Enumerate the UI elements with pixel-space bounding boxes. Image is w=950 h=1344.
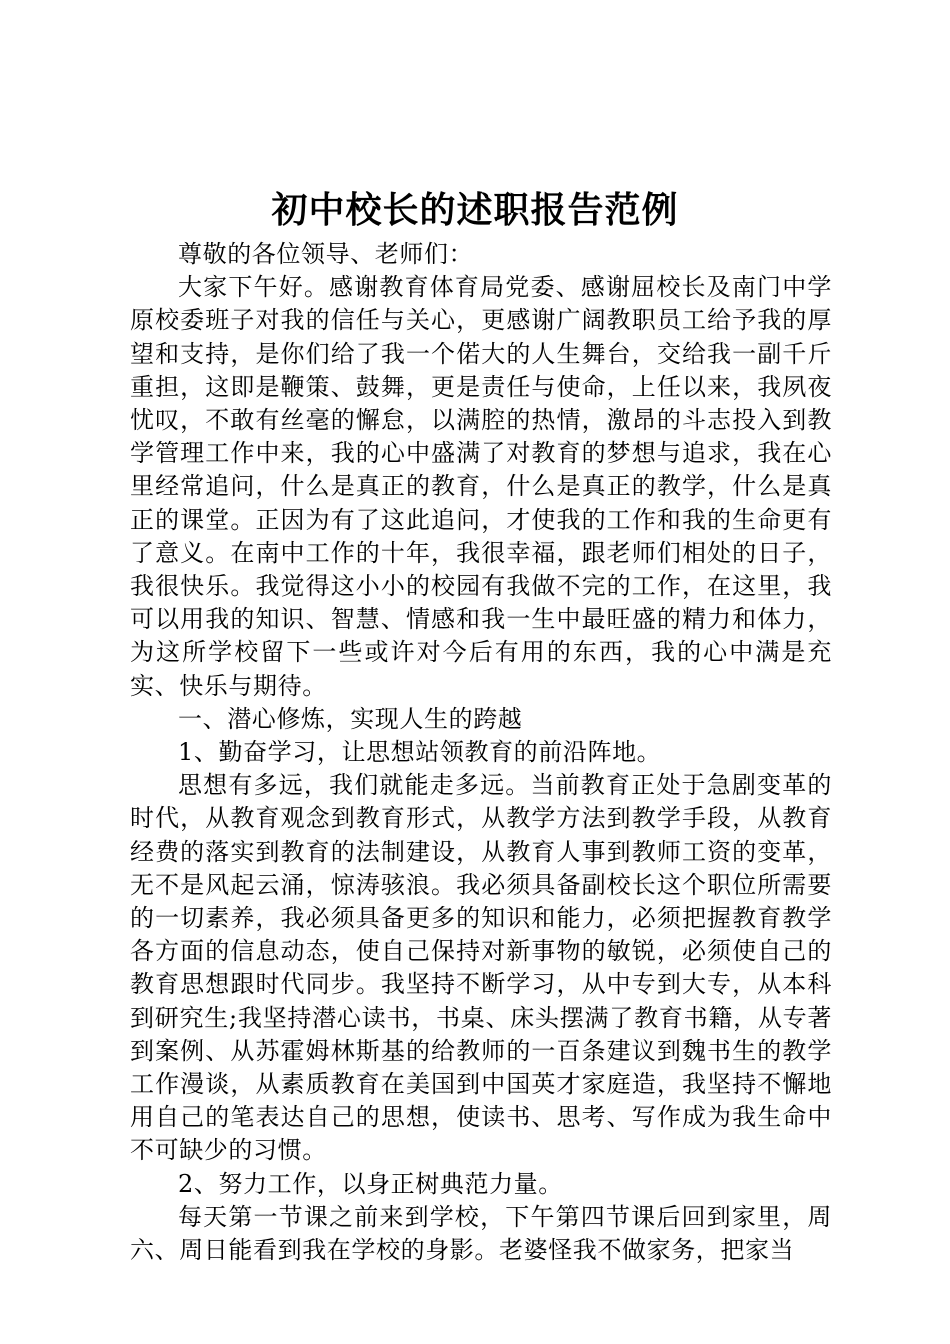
intro-paragraph: 大家下午好。感谢教育体育局党委、感谢屈校长及南门中学原校委班子对我的信任与关心，更感谢广阔教职员工给予我的厚望和支持，是你们给了我一个偌大的人生舞台，交给我一副千斤重担，这即是鞭策、鼓舞，更是责任与使命，上任以来，我夙夜忧叹，不敢有丝毫的懈怠，以满腔的热情，激昂的斗志投入到教学管理工作中来，我的心中盛满了对教育的梦想与追求，我在心里经常追问，什么是真正的教育，什么是真正的教学，什么是真正的课堂。正因为有了这此追问，才使我的工作和我的生命更有了意义。在南中工作的十年，我很幸福，跟老师们相处的日子，我很快乐。我觉得这小小的校园有我做不完的工作，在这里，我可以用我的知识、智慧、情感和我一生中最旺盛的精力和体力，为这所学校留下一些或许对今后有用的东西，我的心中满是充实、快乐与期待。 — [130, 273, 832, 700]
document-body — [130, 238, 832, 1267]
body-paragraph: 思想有多远，我们就能走多远。当前教育正处于急剧变革的时代，从教育观念到教育形式，从教学方法到教学手段，从教育经费的落实到教育的法制建设，从教育人事到教师工资的变革，无不是风起云涌，惊涛骇浪。我必须具备副校长这个职位所需要的一切素养，我必须具备更多的知识和能力，必须把握教育教学各方面的信息动态，使自己保持对新事物的敏锐，必须使自己的教育思想跟时代同步。我坚持不断学习，从中专到大专，从本科到研究生;我坚持潜心读书，书桌、床头摆满了教育书籍，从专著到案例、从苏霍姆林斯基的给教师的一百条建议到魏书生的教学工作漫谈，从素质教育在美国到中国英才家庭造，我坚持不懈地用自己的笔表达自己的思想，使读书、思考、写作成为我生命中不可缺少的习惯。 — [130, 771, 832, 1165]
section-heading-1: 一、潜心修炼，实现人生的跨越 — [178, 704, 523, 733]
salutation-paragraph: 尊敬的各位领导、老师们： — [178, 240, 474, 268]
body-paragraph: 每天第一节课之前来到学校，下午第四节课后回到家里，周六、周日能看到我在学校的身影。老婆怪我不做家务，把家当 — [130, 1202, 832, 1265]
subsection-heading-2: 2、努力工作，以身正树典范力量。 — [178, 1169, 563, 1198]
subsection-heading-1: 1、勤奋学习，让思想站领教育的前沿阵地。 — [178, 738, 662, 767]
document-title: 初中校长的述职报告范例 — [271, 189, 679, 231]
